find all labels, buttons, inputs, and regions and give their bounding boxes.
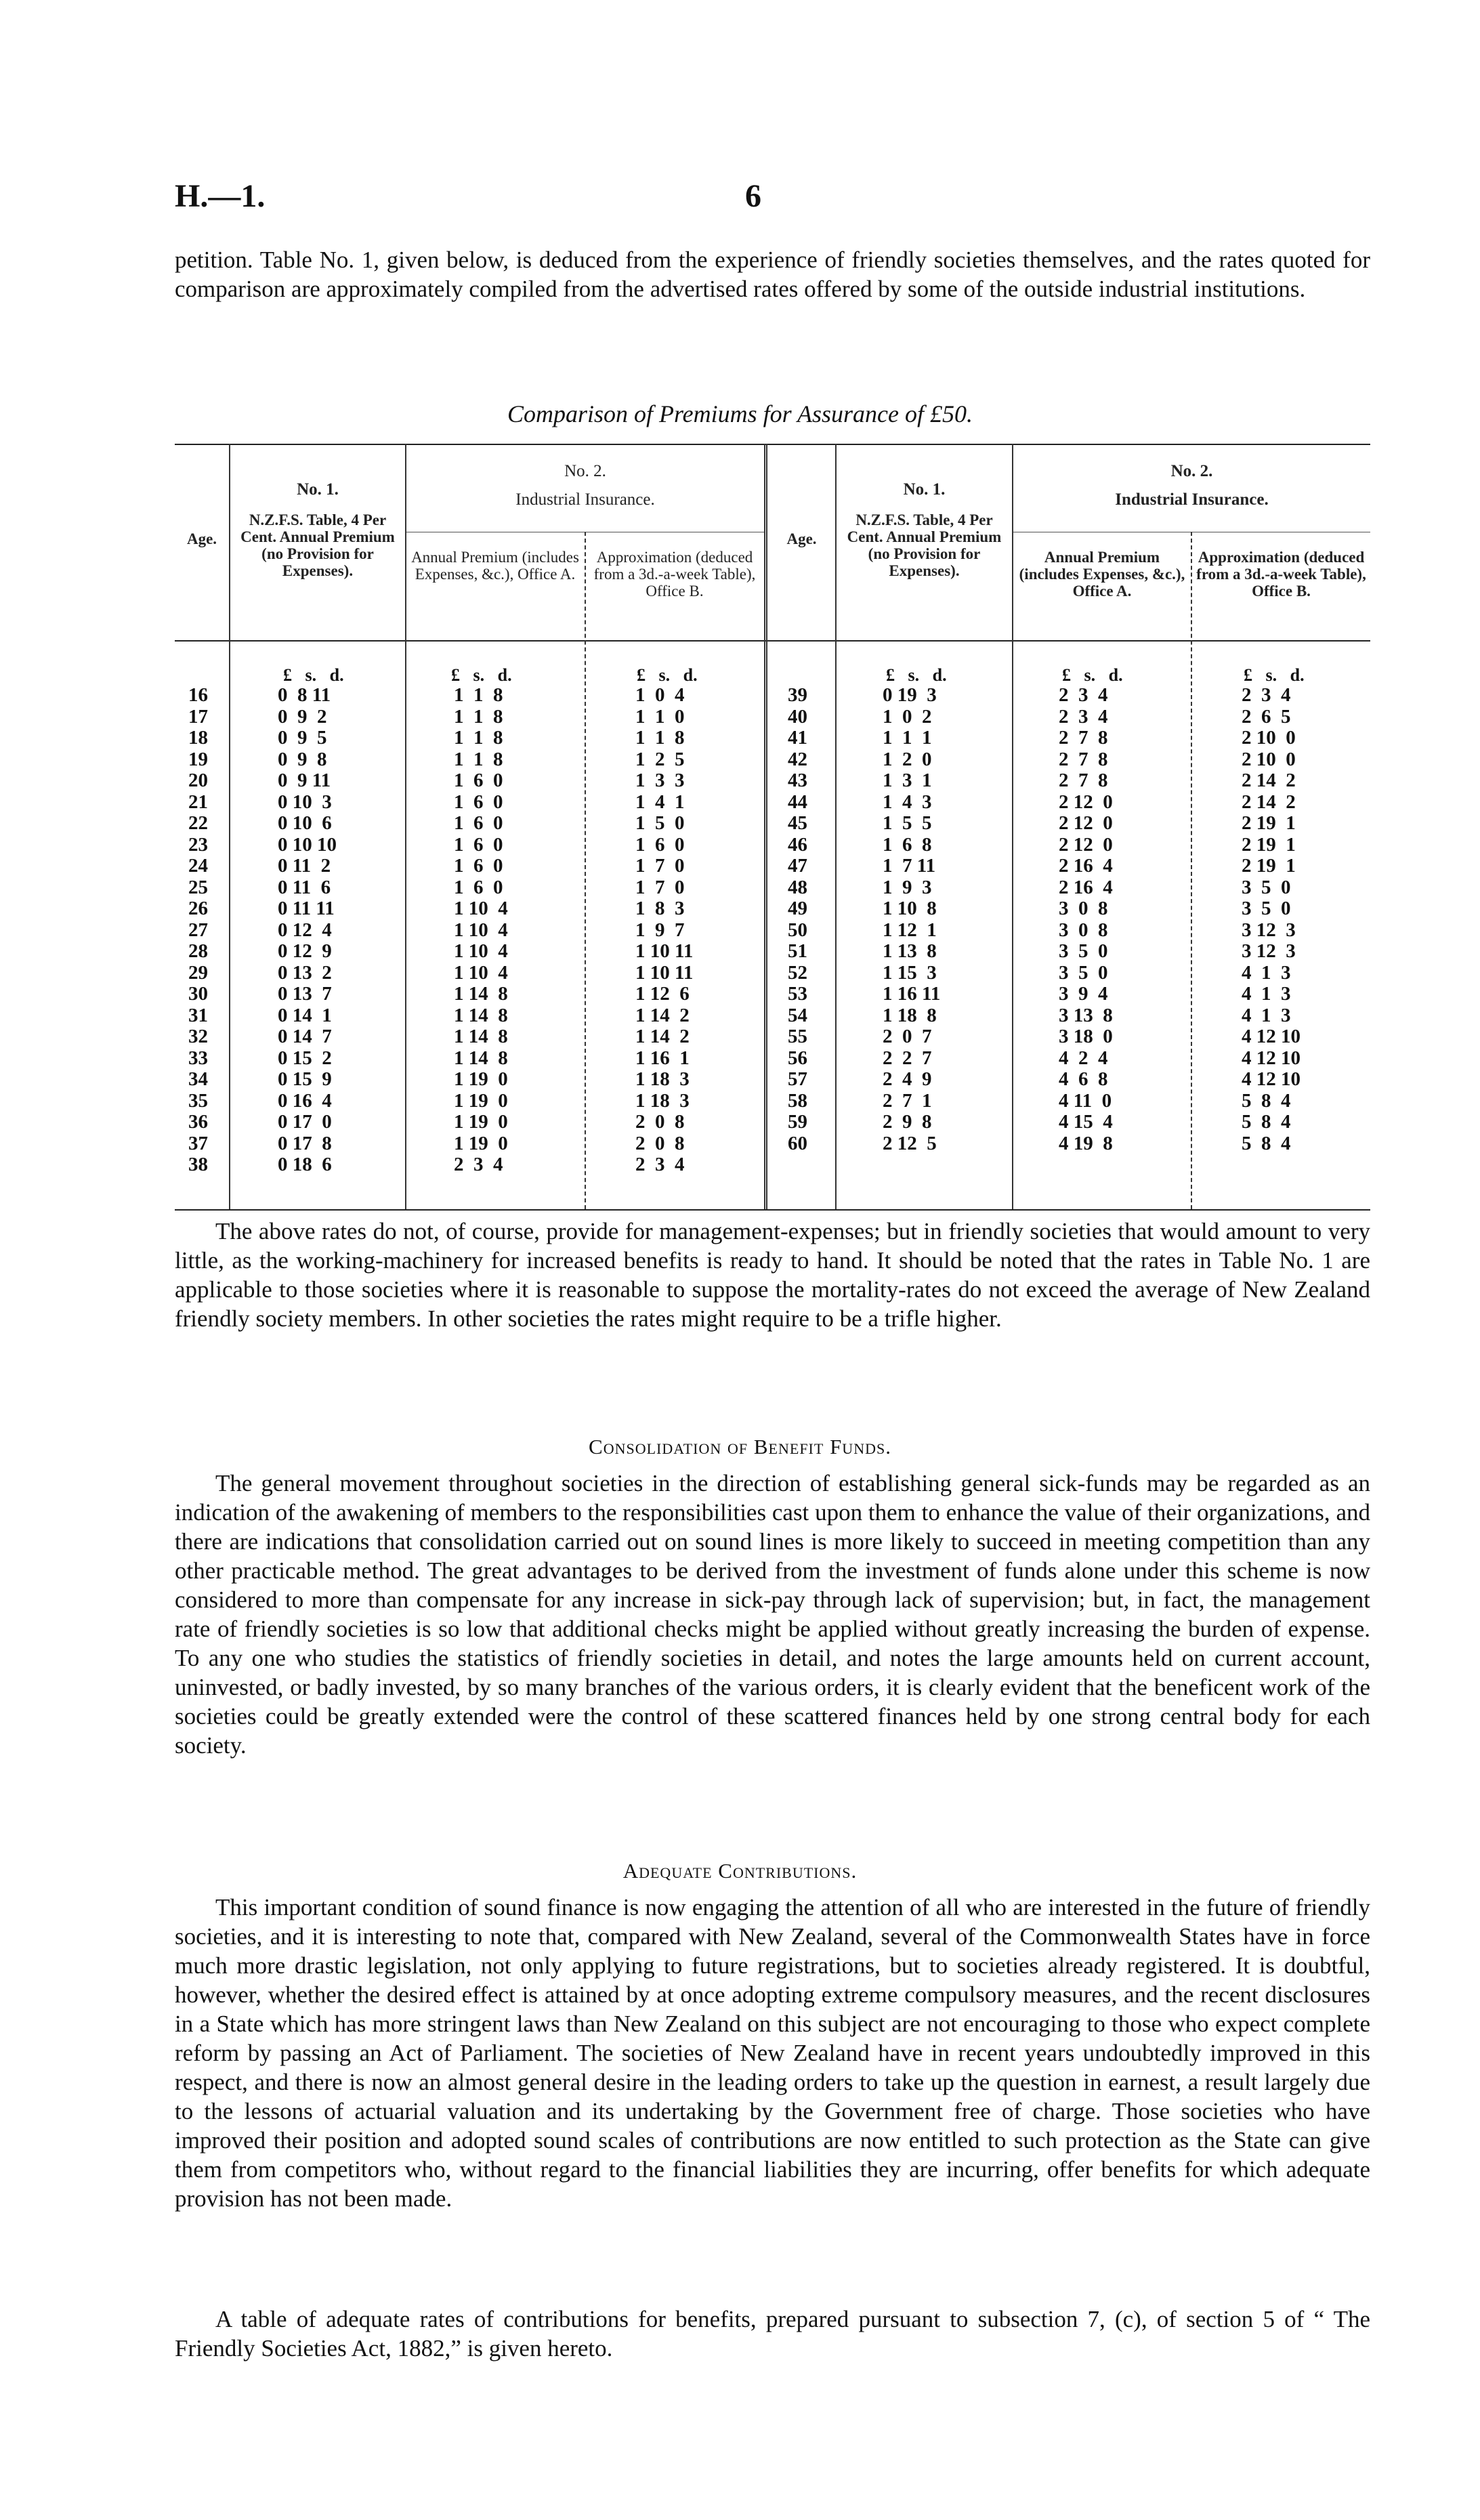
table-cell: 1 18 3 (635, 1068, 690, 1090)
table-cell: 4 12 10 (1242, 1026, 1301, 1047)
table-cell: 1 12 6 (635, 983, 690, 1005)
closing-paragraph: A table of adequate rates of contributions for benefits, prepared pursuant to subsection 7, (c), of section 5 of “ The Friendly Societies Act, 1882,” is given hereto. (175, 2306, 1370, 2361)
table-cell: 1 2 0 (883, 748, 932, 770)
table-cell: 1 7 0 (635, 855, 685, 877)
office-b-column-left (635, 685, 693, 1176)
table-cell: 0 13 2 (278, 961, 332, 984)
table-cell: 39 (788, 684, 807, 706)
table-cell: 49 (788, 898, 807, 919)
intro-paragraph: petition. Table No. 1, given below, is deduced from the experience of friendly societies themselves, and the rates quoted for comparison are approximately compiled from the advertised rates offered by some of the outside industrial institutions. (175, 247, 1370, 302)
table-cell: 1 10 4 (454, 898, 508, 919)
table-cell: 1 10 8 (883, 898, 937, 919)
table-cell: 1 7 0 (635, 876, 685, 898)
table-cell: 0 9 2 (278, 705, 327, 728)
age-header-right: Age. (786, 530, 817, 547)
table-cell: 2 16 4 (1059, 876, 1113, 898)
table-cell: 1 6 0 (454, 812, 503, 834)
table-cell: 57 (788, 1068, 807, 1090)
table-cell: 31 (188, 1004, 208, 1026)
table-cell: 27 (188, 919, 208, 941)
table-cell: 0 14 7 (278, 1026, 332, 1047)
table-cell: 24 (188, 855, 208, 877)
table-cell: 43 (788, 770, 807, 791)
table-cell: 3 5 0 (1059, 940, 1108, 962)
table-cell: 1 1 8 (454, 727, 503, 749)
table-cell: 3 13 8 (1059, 1004, 1113, 1026)
office-b-header-right: Approximation (deduced from a 3d.-a-week Table), Office B. (1196, 549, 1366, 600)
table-cell: 3 12 3 (1242, 940, 1296, 962)
table-cell: 0 19 3 (883, 684, 937, 706)
office-a-header-left: Annual Premium (includes Expenses, &c.), Office A. (411, 549, 579, 583)
table-cell: 26 (188, 898, 208, 919)
table-cell: 2 0 8 (635, 1132, 685, 1154)
table-cell: 51 (788, 940, 807, 962)
table-bottom-rule (175, 1209, 1370, 1211)
document-reference: H.—1. (175, 178, 266, 214)
table-cell: 1 14 2 (635, 1026, 690, 1047)
table-cell: 1 10 11 (635, 961, 694, 984)
table-cell: 5 8 4 (1242, 1111, 1291, 1133)
table-cell: 2 6 5 (1242, 705, 1291, 728)
table-cell: 2 19 1 (1242, 833, 1296, 856)
table-cell: 54 (788, 1004, 807, 1026)
table-cell: 1 2 5 (635, 748, 685, 770)
table-cell: 2 3 4 (635, 1154, 685, 1175)
no2-title-left: No. 2. (564, 462, 606, 480)
table-cell: 4 11 0 (1059, 1089, 1112, 1112)
table-cell: 2 16 4 (1059, 855, 1113, 877)
no1-desc-left: N.Z.F.S. Table, 4 Per Cent. Annual Premium (no Provision for Expenses). (240, 511, 395, 579)
office-a-header-right: Annual Premium (includes Expenses, &c.), Office A. (1019, 549, 1185, 600)
table-cell: 56 (788, 1047, 807, 1069)
table-cell: 1 1 8 (635, 727, 685, 749)
table-cell: 0 15 9 (278, 1068, 332, 1090)
table-cell: 1 6 0 (454, 855, 503, 877)
table-cell: 0 11 6 (278, 876, 331, 898)
table-cell: 2 7 8 (1059, 770, 1108, 791)
table-cell: 16 (188, 684, 208, 706)
table-cell: 1 8 3 (635, 898, 685, 919)
table-cell: 2 3 4 (454, 1154, 503, 1175)
table-cell: 1 16 11 (883, 983, 941, 1005)
table-cell: 1 18 3 (635, 1089, 690, 1112)
table-cell: 1 10 4 (454, 919, 508, 941)
after-table-paragraph: The above rates do not, of course, provide for management-expenses; but in friendly societies that would amount to very little, as the working-machinery for increased benefits is ready to hand. It should be noted that the rates in Table No. 1 are applicable to those societies where it is reasonable to suppose the mortality-rates do not exceed the average of New Zealand friendly society members. In other societies the rates might require to be a trifle higher. (175, 1218, 1370, 1332)
table-cell: 44 (788, 791, 807, 813)
table-cell: 0 8 11 (278, 684, 331, 706)
table-cell: 1 6 0 (454, 770, 503, 791)
table-cell: 2 19 1 (1242, 855, 1296, 877)
table-cell: 1 15 3 (883, 961, 937, 984)
age-column-right (788, 685, 807, 1154)
table-cell: 0 18 6 (278, 1154, 332, 1175)
table-cell: 2 3 4 (1059, 684, 1108, 706)
table-cell: 1 5 0 (635, 812, 685, 834)
table-cell: 1 10 11 (635, 940, 694, 962)
table-cell: 34 (188, 1068, 208, 1090)
table-cell: 3 12 3 (1242, 919, 1296, 941)
table-cell: 1 10 4 (454, 940, 508, 962)
office-a-column-left (454, 685, 508, 1176)
table-cell: 1 6 0 (454, 833, 503, 856)
table-cell: 19 (188, 748, 208, 770)
table-cell: 40 (788, 705, 807, 728)
table-cell: 2 12 5 (883, 1132, 937, 1154)
age-column-left (188, 685, 208, 1176)
table-cell: 30 (188, 983, 208, 1005)
table-cell: 25 (188, 876, 208, 898)
table-cell: 17 (188, 705, 208, 728)
table-cell: 4 12 10 (1242, 1068, 1301, 1090)
table-cell: 1 6 0 (454, 876, 503, 898)
table-cell: 0 9 8 (278, 748, 327, 770)
table-cell: 28 (188, 940, 208, 962)
section-body-consolidation: The general movement throughout societies in the direction of establishing general sick-funds may be regarded as an indication of the awakening of members to the responsibilities cast upon them to enhance the value of their organizations, and there are indications that consolidation carried out on sound lines is more likely to succeed in meeting competition than any other practicable method. The great advantages to be derived from the investment of funds alone under this scheme is now considered to more than compensate for any increase in sick-pay through lack of supervision; but, in fact, the management rate of friendly societies is so low that additional checks might be applied without greatly increasing the burden of expense. To any one who studies the statistics of friendly societies in detail, and notes the large amounts held on current account, uninvested, or badly invested, by so many branches of the various orders, it is clearly evident that the beneficent work of the societies could be greatly extended were the control of these scattered finances held by one strong central body for each society. (175, 1470, 1370, 1759)
table-cell: 1 3 1 (883, 770, 932, 791)
table-cell: 2 2 7 (883, 1047, 932, 1069)
table-cell: 45 (788, 812, 807, 834)
premium-comparison-table (175, 444, 1370, 1211)
table-cell: 1 6 0 (635, 833, 685, 856)
table-cell: 1 14 8 (454, 1026, 508, 1047)
table-cell: 2 4 9 (883, 1068, 932, 1090)
col-rule (1191, 532, 1192, 1209)
table-cell: 0 12 9 (278, 940, 332, 962)
section-heading-consolidation: Consolidation of Benefit Funds. (589, 1435, 891, 1458)
table-cell: 38 (188, 1154, 208, 1175)
section-heading-adequate-contributions: Adequate Contributions. (622, 1859, 858, 1883)
table-cell: 1 18 8 (883, 1004, 937, 1026)
table-cell: 4 2 4 (1059, 1047, 1108, 1069)
table-cell: 0 10 10 (278, 833, 337, 856)
table-cell: 1 9 7 (635, 919, 685, 941)
table-cell: 47 (788, 855, 807, 877)
table-cell: 3 0 8 (1059, 898, 1108, 919)
table-center-double-rule (764, 444, 767, 1209)
table-cell: 1 14 8 (454, 1004, 508, 1026)
table-cell: 2 7 1 (883, 1089, 932, 1112)
table-cell: 46 (788, 833, 807, 856)
table-cell: 2 0 7 (883, 1026, 932, 1047)
table-cell: 37 (188, 1132, 208, 1154)
no1-column-right (883, 685, 940, 1154)
no2-sub-left: Industrial Insurance. (515, 490, 655, 509)
units-label: £ s. d. (637, 665, 698, 685)
table-cell: 1 1 8 (454, 705, 503, 728)
units-label: £ s. d. (451, 665, 512, 685)
no1-desc-right: N.Z.F.S. Table, 4 Per Cent. Annual Premium (no Provision for Expenses). (847, 511, 1002, 579)
table-cell: 1 1 8 (454, 684, 503, 706)
table-cell: 2 12 0 (1059, 791, 1113, 813)
table-cell: 4 1 3 (1242, 983, 1291, 1005)
table-cell: 4 12 10 (1242, 1047, 1301, 1069)
units-label: £ s. d. (283, 665, 344, 685)
table-cell: 1 6 0 (454, 791, 503, 813)
table-cell: 1 10 4 (454, 961, 508, 984)
table-cell: 3 5 0 (1242, 876, 1291, 898)
table-cell: 2 7 8 (1059, 748, 1108, 770)
no1-title-left: No. 1. (297, 480, 339, 499)
table-cell: 1 4 1 (635, 791, 685, 813)
table-cell: 1 14 2 (635, 1004, 690, 1026)
table-cell: 4 1 3 (1242, 1004, 1291, 1026)
table-cell: 23 (188, 833, 208, 856)
office-b-header-left: Approximation (deduced from a 3d.-a-week Table), Office B. (593, 549, 756, 600)
table-cell: 5 8 4 (1242, 1089, 1291, 1112)
table-cell: 3 0 8 (1059, 919, 1108, 941)
table-cell: 2 7 8 (1059, 727, 1108, 749)
table-cell: 32 (188, 1026, 208, 1047)
table-cell: 0 11 11 (278, 898, 335, 919)
table-cell: 0 10 3 (278, 791, 332, 813)
table-cell: 4 15 4 (1059, 1111, 1113, 1133)
table-cell: 1 6 8 (883, 833, 932, 856)
table-cell: 0 17 8 (278, 1132, 332, 1154)
table-cell: 2 14 2 (1242, 791, 1296, 813)
units-label: £ s. d. (1062, 665, 1123, 685)
table-cell: 0 14 1 (278, 1004, 332, 1026)
table-cell: 1 19 0 (454, 1068, 508, 1090)
table-cell: 2 3 4 (1242, 684, 1291, 706)
table-cell: 18 (188, 727, 208, 749)
table-cell: 1 14 8 (454, 983, 508, 1005)
table-top-rule (175, 444, 1370, 445)
no1-title-right: No. 1. (903, 480, 946, 499)
table-cell: 2 14 2 (1242, 770, 1296, 791)
table-cell: 21 (188, 791, 208, 813)
table-cell: 1 0 4 (635, 684, 685, 706)
units-label: £ s. d. (886, 665, 947, 685)
table-cell: 1 14 8 (454, 1047, 508, 1069)
table-cell: 2 12 0 (1059, 812, 1113, 834)
no1-column-left (278, 685, 337, 1176)
office-a-column-right (1059, 685, 1113, 1154)
table-cell: 52 (788, 961, 807, 984)
table-cell: 1 12 1 (883, 919, 937, 941)
table-cell: 0 16 4 (278, 1089, 332, 1112)
table-cell: 1 1 0 (635, 705, 685, 728)
table-cell: 29 (188, 961, 208, 984)
table-cell: 53 (788, 983, 807, 1005)
table-cell: 2 0 8 (635, 1111, 685, 1133)
table-cell: 60 (788, 1132, 807, 1154)
table-cell: 0 17 0 (278, 1111, 332, 1133)
table-cell: 1 7 11 (883, 855, 936, 877)
table-cell: 0 12 4 (278, 919, 332, 941)
table-cell: 1 16 1 (635, 1047, 690, 1069)
office-b-column-right (1242, 685, 1301, 1154)
table-cell: 35 (188, 1089, 208, 1112)
table-cell: 2 10 0 (1242, 748, 1296, 770)
table-cell: 3 5 0 (1242, 898, 1291, 919)
table-cell: 1 19 0 (454, 1132, 508, 1154)
table-cell: 1 5 5 (883, 812, 932, 834)
table-cell: 4 1 3 (1242, 961, 1291, 984)
no2-title-right: No. 2. (1170, 462, 1213, 480)
table-cell: 0 10 6 (278, 812, 332, 834)
table-cell: 2 3 4 (1059, 705, 1108, 728)
table-cell: 33 (188, 1047, 208, 1069)
no2-sub-right: Industrial Insurance. (1115, 490, 1269, 509)
table-cell: 42 (788, 748, 807, 770)
table-cell: 41 (788, 727, 807, 749)
units-label: £ s. d. (1244, 665, 1305, 685)
table-cell: 0 13 7 (278, 983, 332, 1005)
table-cell: 3 18 0 (1059, 1026, 1113, 1047)
table-cell: 59 (788, 1111, 807, 1133)
table-cell: 0 11 2 (278, 855, 331, 877)
table-cell: 2 9 8 (883, 1111, 932, 1133)
table-cell: 0 9 5 (278, 727, 327, 749)
table-cell: 3 5 0 (1059, 961, 1108, 984)
table-cell: 1 13 8 (883, 940, 937, 962)
table-cell: 58 (788, 1089, 807, 1112)
table-cell: 2 10 0 (1242, 727, 1296, 749)
table-cell: 4 6 8 (1059, 1068, 1108, 1090)
table-cell: 36 (188, 1111, 208, 1133)
table-caption: Comparison of Premiums for Assurance of £50. (507, 400, 973, 427)
table-cell: 20 (188, 770, 208, 791)
table-cell: 0 9 11 (278, 770, 331, 791)
table-cell: 1 9 3 (883, 876, 932, 898)
age-header-left: Age. (186, 530, 217, 547)
table-cell: 1 19 0 (454, 1089, 508, 1112)
table-cell: 4 19 8 (1059, 1132, 1113, 1154)
table-cell: 5 8 4 (1242, 1132, 1291, 1154)
table-cell: 1 1 1 (883, 727, 932, 749)
table-cell: 1 1 8 (454, 748, 503, 770)
table-cell: 55 (788, 1026, 807, 1047)
table-cell: 22 (188, 812, 208, 834)
table-cell: 3 9 4 (1059, 983, 1108, 1005)
table-cell: 1 3 3 (635, 770, 685, 791)
table-cell: 0 15 2 (278, 1047, 332, 1069)
page-number: 6 (745, 178, 761, 214)
col-rule (585, 532, 586, 1209)
table-cell: 48 (788, 876, 807, 898)
table-cell: 50 (788, 919, 807, 941)
table-cell: 2 12 0 (1059, 833, 1113, 856)
section-body-adequate-contributions: This important condition of sound finance is now engaging the attention of all who are interested in the future of friendly societies, and it is interesting to note that, compared with New Zealand, several of the Commonwealth States have in force much more drastic legislation, not only applying to future registrations, but to societies already registered. It is doubtful, however, whether the desired effect is attained by at once adopting extreme compulsory measures, and the recent disclosures in a State which has more stringent laws than New Zealand on this subject are not encouraging to those who expect complete reform by passing an Act of Parliament. The societies of New Zealand have in recent years undoubtedly improved in this respect, and there is now an almost general desire in the leading orders to take up the question in earnest, a result largely due to the lessons of actuarial valuation and its undertaking by the Government free of charge. Those societies who have improved their position and adopted sound scales of contributions are now entitled to such protection as the State can give them from competitors who, without regard to the financial liabilities they are incurring, offer benefits for which adequate provision has not been made. (175, 1894, 1370, 2212)
table-cell: 1 4 3 (883, 791, 932, 813)
table-cell: 2 19 1 (1242, 812, 1296, 834)
table-cell: 1 0 2 (883, 705, 932, 728)
table-cell: 1 19 0 (454, 1111, 508, 1133)
